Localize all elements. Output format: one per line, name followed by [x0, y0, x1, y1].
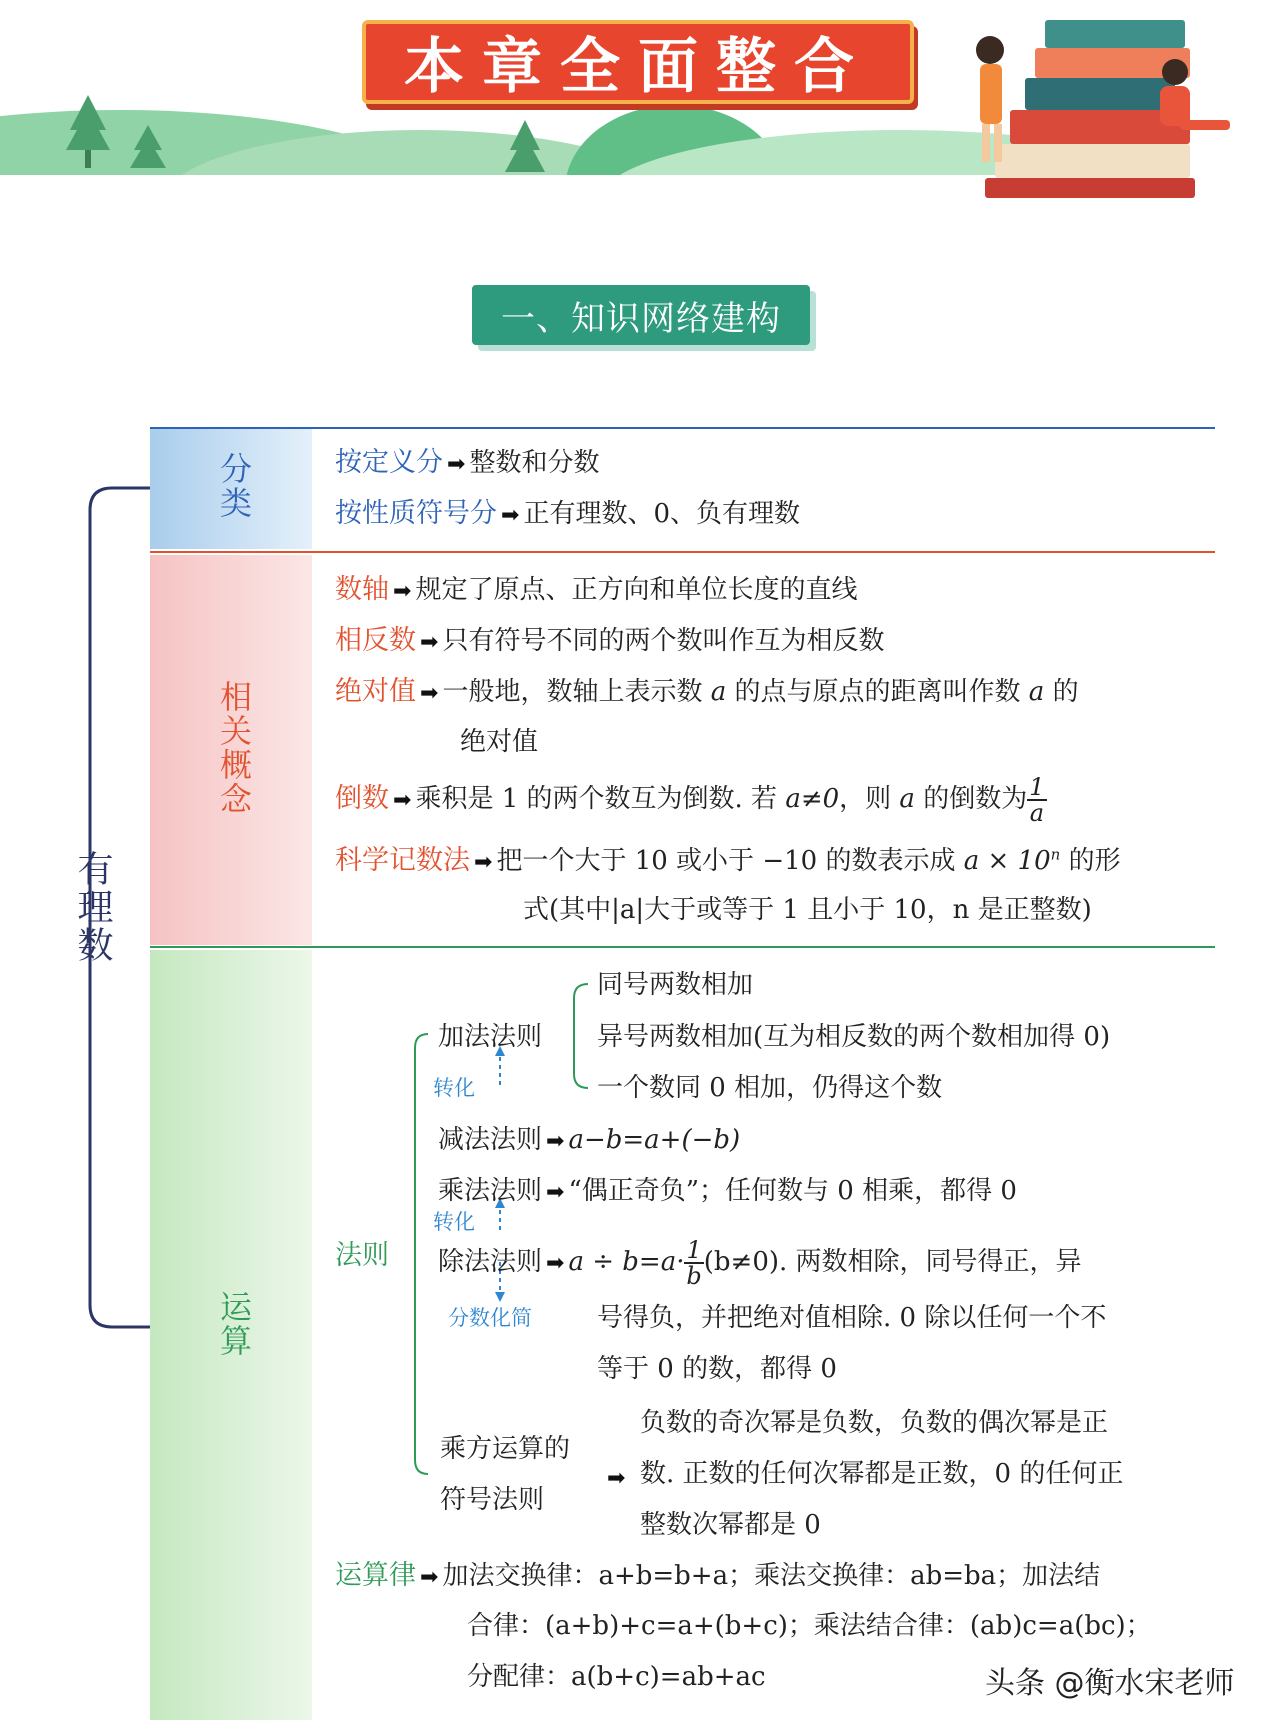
concept-scientific-line2: 式(其中|a|大于或等于 1 且小于 10，n 是正整数)	[523, 895, 1092, 925]
division-line2: 号得负，并把绝对值相除. 0 除以任何一个不	[597, 1303, 1107, 1333]
math-expr: a × 10	[963, 846, 1051, 876]
fraction-denominator: b	[686, 1262, 702, 1290]
classification-key: 按定义分	[335, 447, 443, 478]
arrow-icon: ➡	[420, 1565, 439, 1590]
classification-row-definition	[335, 447, 599, 479]
addition-item: 一个数同 0 相加，仍得这个数	[597, 1073, 943, 1103]
arrow-icon: ➡	[447, 452, 466, 477]
chapter-title: 本章全面整合	[404, 32, 872, 102]
section-heading: 一、知识网络建构	[472, 285, 810, 345]
addition-item: 异号两数相加(互为相反数的两个数相加得 0)	[597, 1022, 1111, 1052]
math-var: a	[1028, 677, 1045, 707]
classification-value: 整数和分数	[469, 448, 600, 478]
division-rule	[438, 1238, 1082, 1288]
math-expr: a≠0	[785, 784, 840, 814]
division-fraction	[684, 1238, 703, 1288]
concept-absolute-line2: 绝对值	[460, 727, 539, 757]
multiplication-rule	[438, 1176, 1017, 1207]
concept-text: 的点与原点的距离叫作数	[734, 677, 1021, 707]
division-line3: 等于 0 的数，都得 0	[597, 1354, 837, 1384]
concept-text: 的倒数为	[923, 784, 1028, 814]
concept-text: 乘积是 1 的两个数互为倒数. 若	[415, 784, 778, 814]
subtraction-rule	[438, 1125, 740, 1156]
concept-text: 的	[1052, 677, 1079, 707]
rule-name: 乘法法则	[438, 1176, 543, 1206]
rules-label: 法则	[335, 1240, 389, 1271]
classification-label: 分类	[215, 452, 253, 520]
watermark: 头条 @衡水宋老师	[985, 1666, 1235, 1701]
arrow-icon: ➡	[546, 1251, 565, 1276]
concept-key: 数轴	[335, 574, 389, 605]
concept-text: 只有符号不同的两个数叫作互为相反数	[442, 626, 885, 656]
concept-reciprocal	[335, 775, 1047, 825]
concept-text: 一般地，数轴上表示数	[442, 677, 703, 707]
concept-text: 把一个大于 10 或小于 −10 的数表示成	[496, 846, 956, 876]
concept-key: 科学记数法	[335, 845, 470, 876]
arrow-icon: ➡	[420, 630, 439, 655]
fraction-numerator: 1	[1029, 773, 1045, 801]
transform-label: 转化	[433, 1076, 475, 1100]
arrow-icon: ➡	[546, 1129, 565, 1154]
rule-name: 除法法则	[438, 1247, 543, 1277]
fraction-denominator: a	[1029, 799, 1045, 827]
arrow-icon: ➡	[607, 1466, 626, 1491]
reciprocal-fraction	[1027, 775, 1046, 825]
operations-label: 运算	[215, 1290, 253, 1358]
laws-line3: 分配律：a(b+c)=ab+ac	[467, 1662, 766, 1692]
classification-row-sign	[335, 498, 800, 530]
concept-key: 绝对值	[335, 676, 416, 707]
math-var: a	[899, 784, 915, 814]
arrow-icon: ➡	[420, 681, 439, 706]
concept-key: 倒数	[335, 783, 389, 814]
math-var: a	[710, 677, 727, 707]
operation-laws	[335, 1560, 1100, 1592]
power-line1: 负数的奇次幂是负数，负数的偶次幂是正	[640, 1408, 1109, 1438]
laws-line: 加法交换律：a+b=b+a；乘法交换律：ab=ba；加法结	[442, 1561, 1101, 1591]
power-line2: 数. 正数的任何次幂都是正数，0 的任何正	[640, 1459, 1124, 1489]
arrow-icon: ➡	[393, 788, 412, 813]
fraction-numerator: 1	[686, 1236, 702, 1264]
rule-name: 减法法则	[438, 1125, 543, 1155]
addition-item: 同号两数相加	[597, 970, 754, 1000]
concepts-label: 相关概念	[215, 680, 253, 816]
math-exponent: n	[1050, 845, 1061, 864]
power-rule-name-line2: 符号法则	[440, 1485, 545, 1515]
power-line3: 整数次幂都是 0	[640, 1510, 821, 1540]
concept-number-line	[335, 574, 857, 606]
concept-opposite	[335, 625, 884, 657]
classification-key: 按性质符号分	[335, 498, 497, 529]
transform-label: 转化	[433, 1210, 475, 1234]
concept-key: 相反数	[335, 625, 416, 656]
rule-formula: a ÷ b=a·	[568, 1247, 685, 1277]
root-label: 有理数	[72, 850, 113, 964]
laws-line2: 合律：(a+b)+c=a+(b+c)；乘法结合律：(ab)c=a(bc)；	[467, 1611, 1152, 1641]
laws-key: 运算律	[335, 1560, 416, 1591]
concept-absolute	[335, 676, 1079, 708]
classification-value: 正有理数、0、负有理数	[523, 499, 800, 529]
arrow-icon: ➡	[546, 1180, 565, 1205]
power-rule-name: 乘方运算的	[440, 1434, 571, 1464]
rule-text: (b≠0). 两数相除，同号得正，异	[703, 1247, 1082, 1277]
concept-text: 的形	[1068, 846, 1121, 876]
rule-text: “偶正奇负”；任何数与 0 相乘，都得 0	[568, 1176, 1017, 1206]
arrow-icon: ➡	[474, 850, 493, 875]
concept-text: ，则	[839, 784, 892, 814]
arrow-icon: ➡	[393, 579, 412, 604]
arrow-icon: ➡	[501, 503, 520, 528]
fraction-simplify-label: 分数化简	[448, 1306, 532, 1330]
concept-scientific	[335, 845, 1121, 877]
concept-text: 规定了原点、正方向和单位长度的直线	[415, 575, 858, 605]
rule-formula: a−b=a+(−b)	[568, 1125, 741, 1155]
addition-rule-name: 加法法则	[438, 1022, 543, 1052]
